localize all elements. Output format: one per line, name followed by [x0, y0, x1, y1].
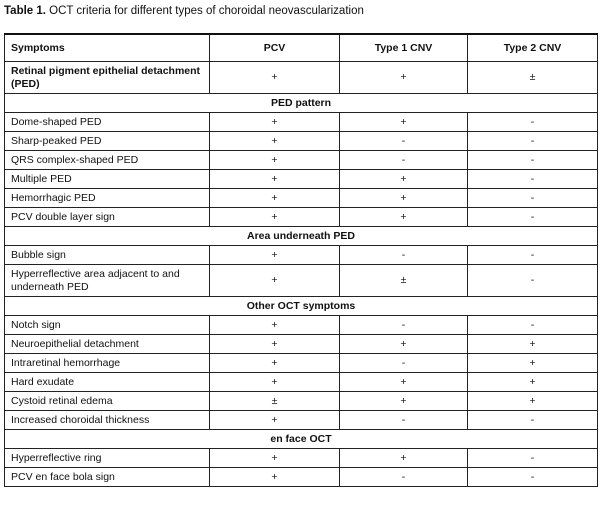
symptom-cell: Retinal pigment epithelial detachment (PED): [5, 62, 210, 94]
type1-cell: +: [340, 449, 468, 468]
type1-cell: -: [340, 316, 468, 335]
header-type1: Type 1 CNV: [340, 34, 468, 62]
criteria-table: [4, 33, 598, 487]
type2-cell: +: [468, 373, 598, 392]
table-row: [5, 246, 598, 265]
symptom-cell: Hyperreflective ring: [5, 449, 210, 468]
type1-cell: -: [340, 151, 468, 170]
pcv-cell: +: [210, 62, 340, 94]
table-row: [5, 208, 598, 227]
type2-cell: -: [468, 316, 598, 335]
type2-cell: +: [468, 354, 598, 373]
pcv-cell: +: [210, 449, 340, 468]
type1-cell: ±: [340, 265, 468, 297]
symptom-cell: Sharp-peaked PED: [5, 132, 210, 151]
symptom-cell: Increased choroidal thickness: [5, 411, 210, 430]
table-row: [5, 265, 598, 297]
type1-cell: +: [340, 189, 468, 208]
type2-cell: -: [468, 189, 598, 208]
pcv-cell: +: [210, 468, 340, 487]
pcv-cell: +: [210, 411, 340, 430]
symptom-cell: Cystoid retinal edema: [5, 392, 210, 411]
type2-cell: -: [468, 151, 598, 170]
table-row: [5, 449, 598, 468]
pcv-cell: +: [210, 132, 340, 151]
pcv-cell: +: [210, 170, 340, 189]
table-row: [5, 189, 598, 208]
symptom-cell: PCV double layer sign: [5, 208, 210, 227]
type2-cell: +: [468, 335, 598, 354]
table-row: [5, 170, 598, 189]
symptom-cell: Dome-shaped PED: [5, 113, 210, 132]
type2-cell: -: [468, 246, 598, 265]
symptom-cell: QRS complex-shaped PED: [5, 151, 210, 170]
caption-text: OCT criteria for different types of choroidal neovascularization: [49, 5, 364, 17]
table-row: [5, 468, 598, 487]
pcv-cell: +: [210, 189, 340, 208]
table-row: [5, 132, 598, 151]
symptom-cell: Hard exudate: [5, 373, 210, 392]
pcv-cell: +: [210, 113, 340, 132]
header-type2: Type 2 CNV: [468, 34, 598, 62]
type1-cell: -: [340, 132, 468, 151]
section-title: PED pattern: [5, 94, 598, 113]
type1-cell: +: [340, 392, 468, 411]
type1-cell: +: [340, 335, 468, 354]
table-row: [5, 316, 598, 335]
symptom-cell: Bubble sign: [5, 246, 210, 265]
type2-cell: -: [468, 170, 598, 189]
pcv-cell: ±: [210, 392, 340, 411]
table-row: [5, 62, 598, 94]
pcv-cell: +: [210, 246, 340, 265]
type2-cell: -: [468, 208, 598, 227]
section-row: [5, 227, 598, 246]
type2-cell: -: [468, 468, 598, 487]
section-row: [5, 94, 598, 113]
symptom-cell: Hemorrhagic PED: [5, 189, 210, 208]
pcv-cell: +: [210, 316, 340, 335]
table-row: [5, 335, 598, 354]
type2-cell: ±: [468, 62, 598, 94]
table-row: [5, 373, 598, 392]
table-caption: [4, 4, 364, 18]
type1-cell: -: [340, 411, 468, 430]
pcv-cell: +: [210, 208, 340, 227]
symptom-cell: Multiple PED: [5, 170, 210, 189]
table-body: [5, 62, 598, 487]
symptom-cell: Intraretinal hemorrhage: [5, 354, 210, 373]
type1-cell: +: [340, 170, 468, 189]
pcv-cell: +: [210, 335, 340, 354]
type1-cell: -: [340, 468, 468, 487]
type1-cell: +: [340, 208, 468, 227]
type2-cell: -: [468, 113, 598, 132]
symptom-cell: PCV en face bola sign: [5, 468, 210, 487]
type1-cell: +: [340, 373, 468, 392]
table-row: [5, 151, 598, 170]
pcv-cell: +: [210, 354, 340, 373]
header-symptoms: Symptoms: [5, 34, 210, 62]
pcv-cell: +: [210, 151, 340, 170]
type2-cell: -: [468, 132, 598, 151]
caption-label: Table 1.: [4, 5, 46, 17]
table-row: [5, 411, 598, 430]
pcv-cell: +: [210, 265, 340, 297]
type2-cell: -: [468, 411, 598, 430]
table-row: [5, 354, 598, 373]
section-row: [5, 297, 598, 316]
header-pcv: PCV: [210, 34, 340, 62]
table-row: [5, 392, 598, 411]
pcv-cell: +: [210, 373, 340, 392]
type1-cell: -: [340, 246, 468, 265]
section-title: Area underneath PED: [5, 227, 598, 246]
symptom-cell: Neuroepithelial detachment: [5, 335, 210, 354]
type2-cell: -: [468, 265, 598, 297]
symptom-cell: Hyperreflective area adjacent to and underneath PED: [5, 265, 210, 297]
table-row: [5, 113, 598, 132]
header-row: [5, 34, 598, 62]
type1-cell: -: [340, 354, 468, 373]
type2-cell: -: [468, 449, 598, 468]
section-row: [5, 430, 598, 449]
section-title: Other OCT symptoms: [5, 297, 598, 316]
section-title: en face OCT: [5, 430, 598, 449]
type1-cell: +: [340, 113, 468, 132]
type2-cell: +: [468, 392, 598, 411]
type1-cell: +: [340, 62, 468, 94]
symptom-cell: Notch sign: [5, 316, 210, 335]
